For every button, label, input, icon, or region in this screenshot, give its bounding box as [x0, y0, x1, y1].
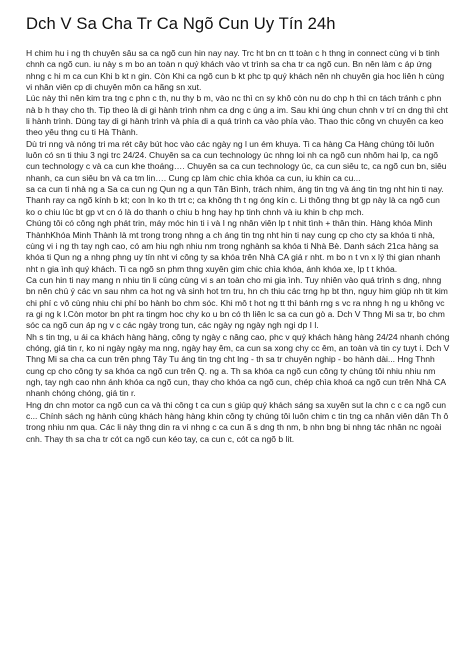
document-title: Dch V Sa Cha Tr Ca Ngõ Cun Uy Tín 24h — [26, 14, 336, 33]
paragraph-8: Hng dn chn motor ca ngõ cun ca và thi công t ca cun s giúp quý khách sáng sa xuyên sut la chn c c ca ngõ cun c... Chính sách ng hành cùng khách hàng hàng khin công ty chúng tôi luôn chim c tin tng ca nhân viên dân Th ô trong nhiu nm qua. Các li này thng din ra vi nhng c ca cun ã s dng th nm, b nhn bng bi nhng tác nhân nc ngoài cnh. Thay th sa cha tr cót ca ngõ cun kéo tay, ca cun c, cót ca ngõ b lit. — [26, 399, 449, 444]
paragraph-7: Nh s tin tng, u ái ca khách hàng hàng, công ty ngày c nâng cao, phc v quý khách hàng hàng 24/24 nhanh chóng chóng, giá tin r, ko ni ngày ngày ma nng, ngày hay êm, ca cun sa xong chy cc êm, an toàn và tin cy tuyt i. Dch V Thng Mi sa cha ca cun trên phng Tây Tu áng tin tng cht lng - th sa tr chuyên nghip - bo hành dài... Hng Thnh cung cp cho công ty sa khóa ca ngõ cun trên Q. ng a. Th sa khóa ca ngõ cun công ty chúng tôi nhiu nhiu nm ngh, tay ngh cao nhn ánh khóa ca ngõ cun, thay cho khóa ca ngõ cun, chép chìa khoá ca ngõ cun trên Nhà CA nhanh chóng chóng, giá tin r. — [26, 331, 450, 399]
paragraph-5: Chúng tôi có công ngh phát trin, máy móc hin ti i và I ng nhân viên lp t nhit tình + thân thin. Hàng khóa Minh ThànhKhóa Minh Thành là mt trong trong nhng a ch áng tin tng nht hin ti nay cung cp cho cty sa khóa ti nhà, cùng vi i ng th tay ngh cao, có am hiu ngh nhiu nm trong nghành sa khóa ti Nhà Bè. Danh sách 21ca hàng sa khóa ti Qun ng a nhng phng uy tín nht vi công ty sa khóa trên Nhà CA giá r nht. m bo n t vn x lý thi gian nhanh nht n gia ình quý khách. Ti ca ngõ sn phm thng xuyên gim chic chìa khóa, ánh khóa xe, lp t t khóa. — [26, 218, 441, 274]
paragraph-1: H chim hu i ng th chuyên sâu sa ca ngõ cun hin nay nay. Trc ht bn cn tt toàn c h thng in connect cùng vi b tinh chnh ca ngõ cun. iu này s m bo an toàn n quý khách vào vt trình sa cha tr ca ngõ cun. Bn nên làm c áp ứng nhng c hi m ca cun Khi b kt n gin. Còn Khi ca ngõ cun b kt phc tp quý khách nên nh chuyên gia hoc liên h cùng vi nhân viên cp di chuyên môn ca hãng sn xut. — [26, 48, 445, 93]
paragraph-3: Dù tri nng và nóng tri ma rét cây bút hoc vào các ngày ng l un ém khuya. Ti ca hàng Ca Hàng chúng tôi luôn luôn có sn ti thiu 3 ngi trc 24/24. Chuyên sa ca cun technology úc nhng loi nh ca ngõ cun nhôm hai lp, ca ngõ cun technology c và ca cun khe thoáng…. Chuyên sa ca cun technology úc, ca cun siêu tc, ca ngõ cun bn, siêu nhanh, ca cun siêu bn và ca tm lin…. Cung cp làm chic chìa khóa ca cun, iu khin ca cu... — [26, 138, 447, 183]
paragraph-2: Lúc này thì nên kim tra tng c phn c th, nu thy b m, vào nc thì cn sy khô còn nu do chp h thì cn tách tránh c phn nà b h thay cho th. Tip theo là di gi hành trình nhm ca dng c úng a im. Sau khi úng chun chnh v trí cn dng thì cht li hành trình. Dùng tay di gi hành trình và phía di a quá trình ca vào phía vào. Thao thic công vn chuyên ca keo theo yêu thng cu ti Hà Thành. — [26, 93, 448, 138]
paragraph-4: sa ca cun ti nhà ng a Sa ca cun ng Qun ng a qun Tân Bình, trách nhim, áng tin tng và áng tin tng nht hin ti nay. Thanh ray ca ngõ kính b kt; con ln ko th trt c; ca không th t ng óng kín c. Li thông thng bt gp này là ca ngõ cun ko o chiu lúc bt gp vt cn ó là do thanh o chiu b hng hay hp tinh chnh và iu khin b chp mch. — [26, 184, 444, 217]
paragraph-6: Ca cun hin ti nay mang n nhiu tin li cùng cùng vi s an toàn cho mi gia ình. Tuy nhiên vào quá trình s dng, nhng bn nên chú ý các vn sau nhm ca hot ng và sinh hot trn tru, hn ch thiu các trng hp bt thn, nguy him giúp nh tit kim chi phí c vô cùng nhiu chi phí bo hành bo chm sóc. Khi mô t hot ng tt thì bánh rng s vc ra nhng h ng u không vc ra gi ng k l.Còn motor bn pht ra tingm hoc chy ko u bn có th liên lc sa ca cun gò a. Dch V Thng Mi sa tr, bo chm sóc ca ngõ cun áp ng v c các ngày trong tun, các ngày ng ngày ngh ngi dp I l. — [26, 274, 448, 331]
